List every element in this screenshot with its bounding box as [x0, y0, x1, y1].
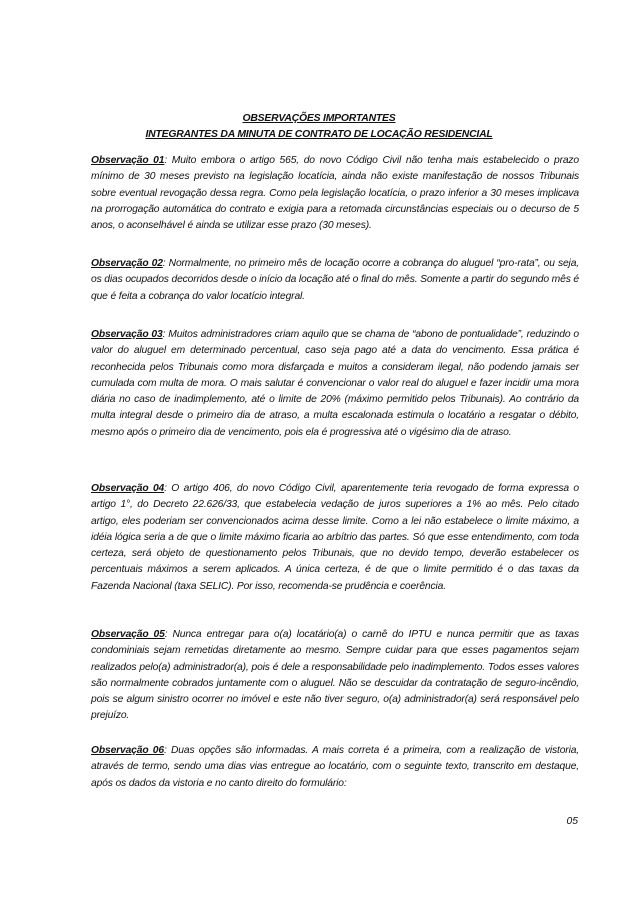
document-subtitle: INTEGRANTES DA MINUTA DE CONTRATO DE LOCAÇÃO RESIDENCIAL	[145, 129, 493, 140]
observation-05-paragraph	[91, 627, 579, 725]
observation-text: : Duas opções são informadas. A mais correta é a primeira, com a realização de vistoria, através de termo, sendo uma dias vias entregue ao locatário, com o seguinte texto, transcrito em destaque, após os dados da vistoria e no canto direito do formulário:	[91, 745, 579, 789]
observation-label: Observação 02	[91, 258, 163, 269]
observation-text: : Normalmente, no primeiro mês de locação ocorre a cobrança do aluguel “pro-rata”, ou seja, os dias ocupados decorridos desde o início da locação até o final do mês. Somente a partir do segundo mês é que é feita a cobrança do valor locatício integral.	[91, 258, 579, 302]
observation-text: : Muitos administradores criam aquilo que se chama de “abono de pontualidade”, reduzindo o valor do aluguel em determinado percentual, caso seja pago até a data do vencimento. Essa prática é reconhecida pelos Tribunais como mora disfarçada e muitos a consideram ilegal, não podendo jamais ser cumulada com multa de mora. O mais salutar é convencionar o valor real do aluguel e fazer incidir uma mora diária no caso de inadimplemento, até o limite de 20% (máximo permitido pelos Tribunais). Ao contrário da multa integral desde o primeiro dia de atraso, a multa escalonada estimula o locatário a resgatar o débito, mesmo após o primeiro dia de vencimento, pois ela é progressiva até o vigésimo dia de atraso.	[91, 329, 579, 438]
observation-text: : O artigo 406, do novo Código Civil, aparentemente teria revogado de forma expressa o artigo 1°, do Decreto 22.626/33, que estabelecia vedação de juros superiores a 1% ao mês. Pelo citado artigo, eles poderiam ser convencionados acima desse limite. Como a lei não estabelece o limite máximo, a idéia lógica seria a de que o limite máximo ficaria ao arbítrio das partes. Só que esse entendimento, com toda certeza, será objeto de questionamento pelos Tribunais, que no devido tempo, deverão estabelecer os percentuais máximos a serem aplicados. A única certeza, é de que o limite permitido é o das taxas da Fazenda Nacional (taxa SELIC). Por isso, recomenda-se prudência e coerência.	[91, 483, 580, 592]
observation-label: Observação 01	[91, 155, 165, 166]
observation-label: Observação 03	[91, 329, 163, 340]
observation-label: Observação 05	[91, 629, 165, 640]
document-title: OBSERVAÇÕES IMPORTANTES	[242, 113, 396, 124]
observation-03-paragraph	[91, 327, 579, 441]
observation-label: Observação 06	[91, 745, 164, 756]
observation-01-paragraph	[91, 153, 579, 234]
observation-04-paragraph	[91, 481, 579, 595]
observation-label: Observação 04	[91, 483, 165, 494]
observation-06-paragraph	[91, 743, 579, 792]
observation-text: : Nunca entregar para o(a) locatário(a) o carnê do IPTU e nunca permitir que as taxas condominiais sejam remetidas diretamente ao mesmo. Sempre cuidar para que esses pagamentos sejam realizados pelo(a) administrador(a), pois é dele a responsabilidade pelo inadimplemento. Todos esses valores são normalmente cobrados juntamente com o aluguel. Não se descuidar da contratação de seguro-incêndio, pois se algum sinistro ocorrer no imóvel e este não tiver seguro, o(a) administrador(a) será responsável pelo prejuízo.	[91, 629, 579, 722]
page-number: 05	[566, 816, 578, 827]
observation-text: : Muito embora o artigo 565, do novo Código Civil não tenha mais estabelecido o prazo mínimo de 30 meses previsto na legislação locatícia, ainda não existe manifestação de nossos Tribunais sobre eventual revogação dessa regra. Como pela legislação locatícia, o prazo inferior a 30 meses implicava na prorrogação automática do contrato e exigia para a retomada circunstâncias especiais ou o decurso de 5 anos, o aconselhável é ainda se utilizar esse prazo (30 meses).	[91, 155, 579, 232]
observation-02-paragraph	[91, 256, 579, 305]
